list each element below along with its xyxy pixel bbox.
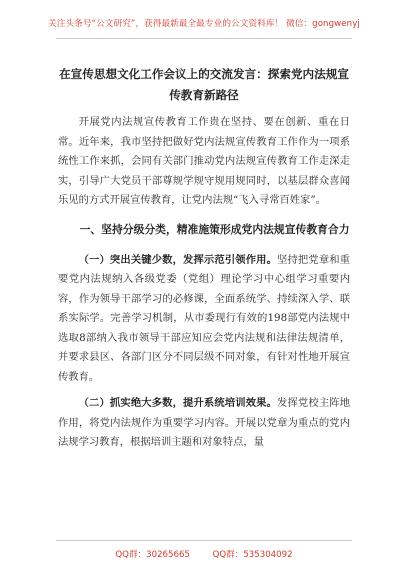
header-promo-note: 关注头条号“公文研究”，获得最新最全最专业的公文资料库！ 微信：gongwenyj [48, 19, 360, 29]
footer-qq-group-2: QQ群：535304092 [212, 550, 293, 560]
section-heading: 一、坚持分级分类，精准施策形成党内法规宣传教育合力 [79, 222, 350, 236]
item-text: 发挥党校主阵地作用，将党内法规作为重要学习内容。开展以党章为重点的党内法规学习教育，根据培训主题和对象特点，量 [58, 397, 351, 448]
intro-paragraph: 开展党内法规宣传教育工作贵在坚持、要在创新、重在日常。近年来，我市坚持把做好党内法规宣传教育工作作为一项系统性工作来抓，会同有关部门推动党内法规宣传教育工作走深走实，引导广大党员干部尊规学规守规用规同时，以基层群众喜闻乐见的方式开展宣传教育，让党内法规“飞入寻常百姓家”。 [58, 116, 350, 206]
document-body [58, 113, 350, 460]
footer-divider [56, 540, 352, 541]
item-paragraph [58, 394, 350, 453]
footer-contact [0, 548, 408, 560]
footer-qq-group-1: QQ群：30265665 [115, 550, 190, 560]
header-divider [56, 38, 352, 39]
item-lead: （二）抓实绝大多数，提升系统培训效果。 [78, 397, 278, 409]
item-lead: （一）突出关键少数，发挥示范引领作用。 [78, 253, 278, 266]
item-paragraph [58, 251, 350, 388]
document-title: 在宣传思想文化工作会议上的交流发言：探索党内法规宣传教育新路径 [59, 67, 349, 102]
item-text: 坚持把党章和重要党内法规纳入各级党委（党组）理论学习中心组学习重要内容，作为领导干部学习的必修课，全面系统学、持续深入学、联系实际学。完善学习机制，从市委现行有效的198部党内法规中选取8部纳入我市领导干部应知应会党内法规和法律法规清单，并要求县区、各部门区分不同层级不同对象，有针对性地开展宣传教育。 [58, 253, 351, 383]
